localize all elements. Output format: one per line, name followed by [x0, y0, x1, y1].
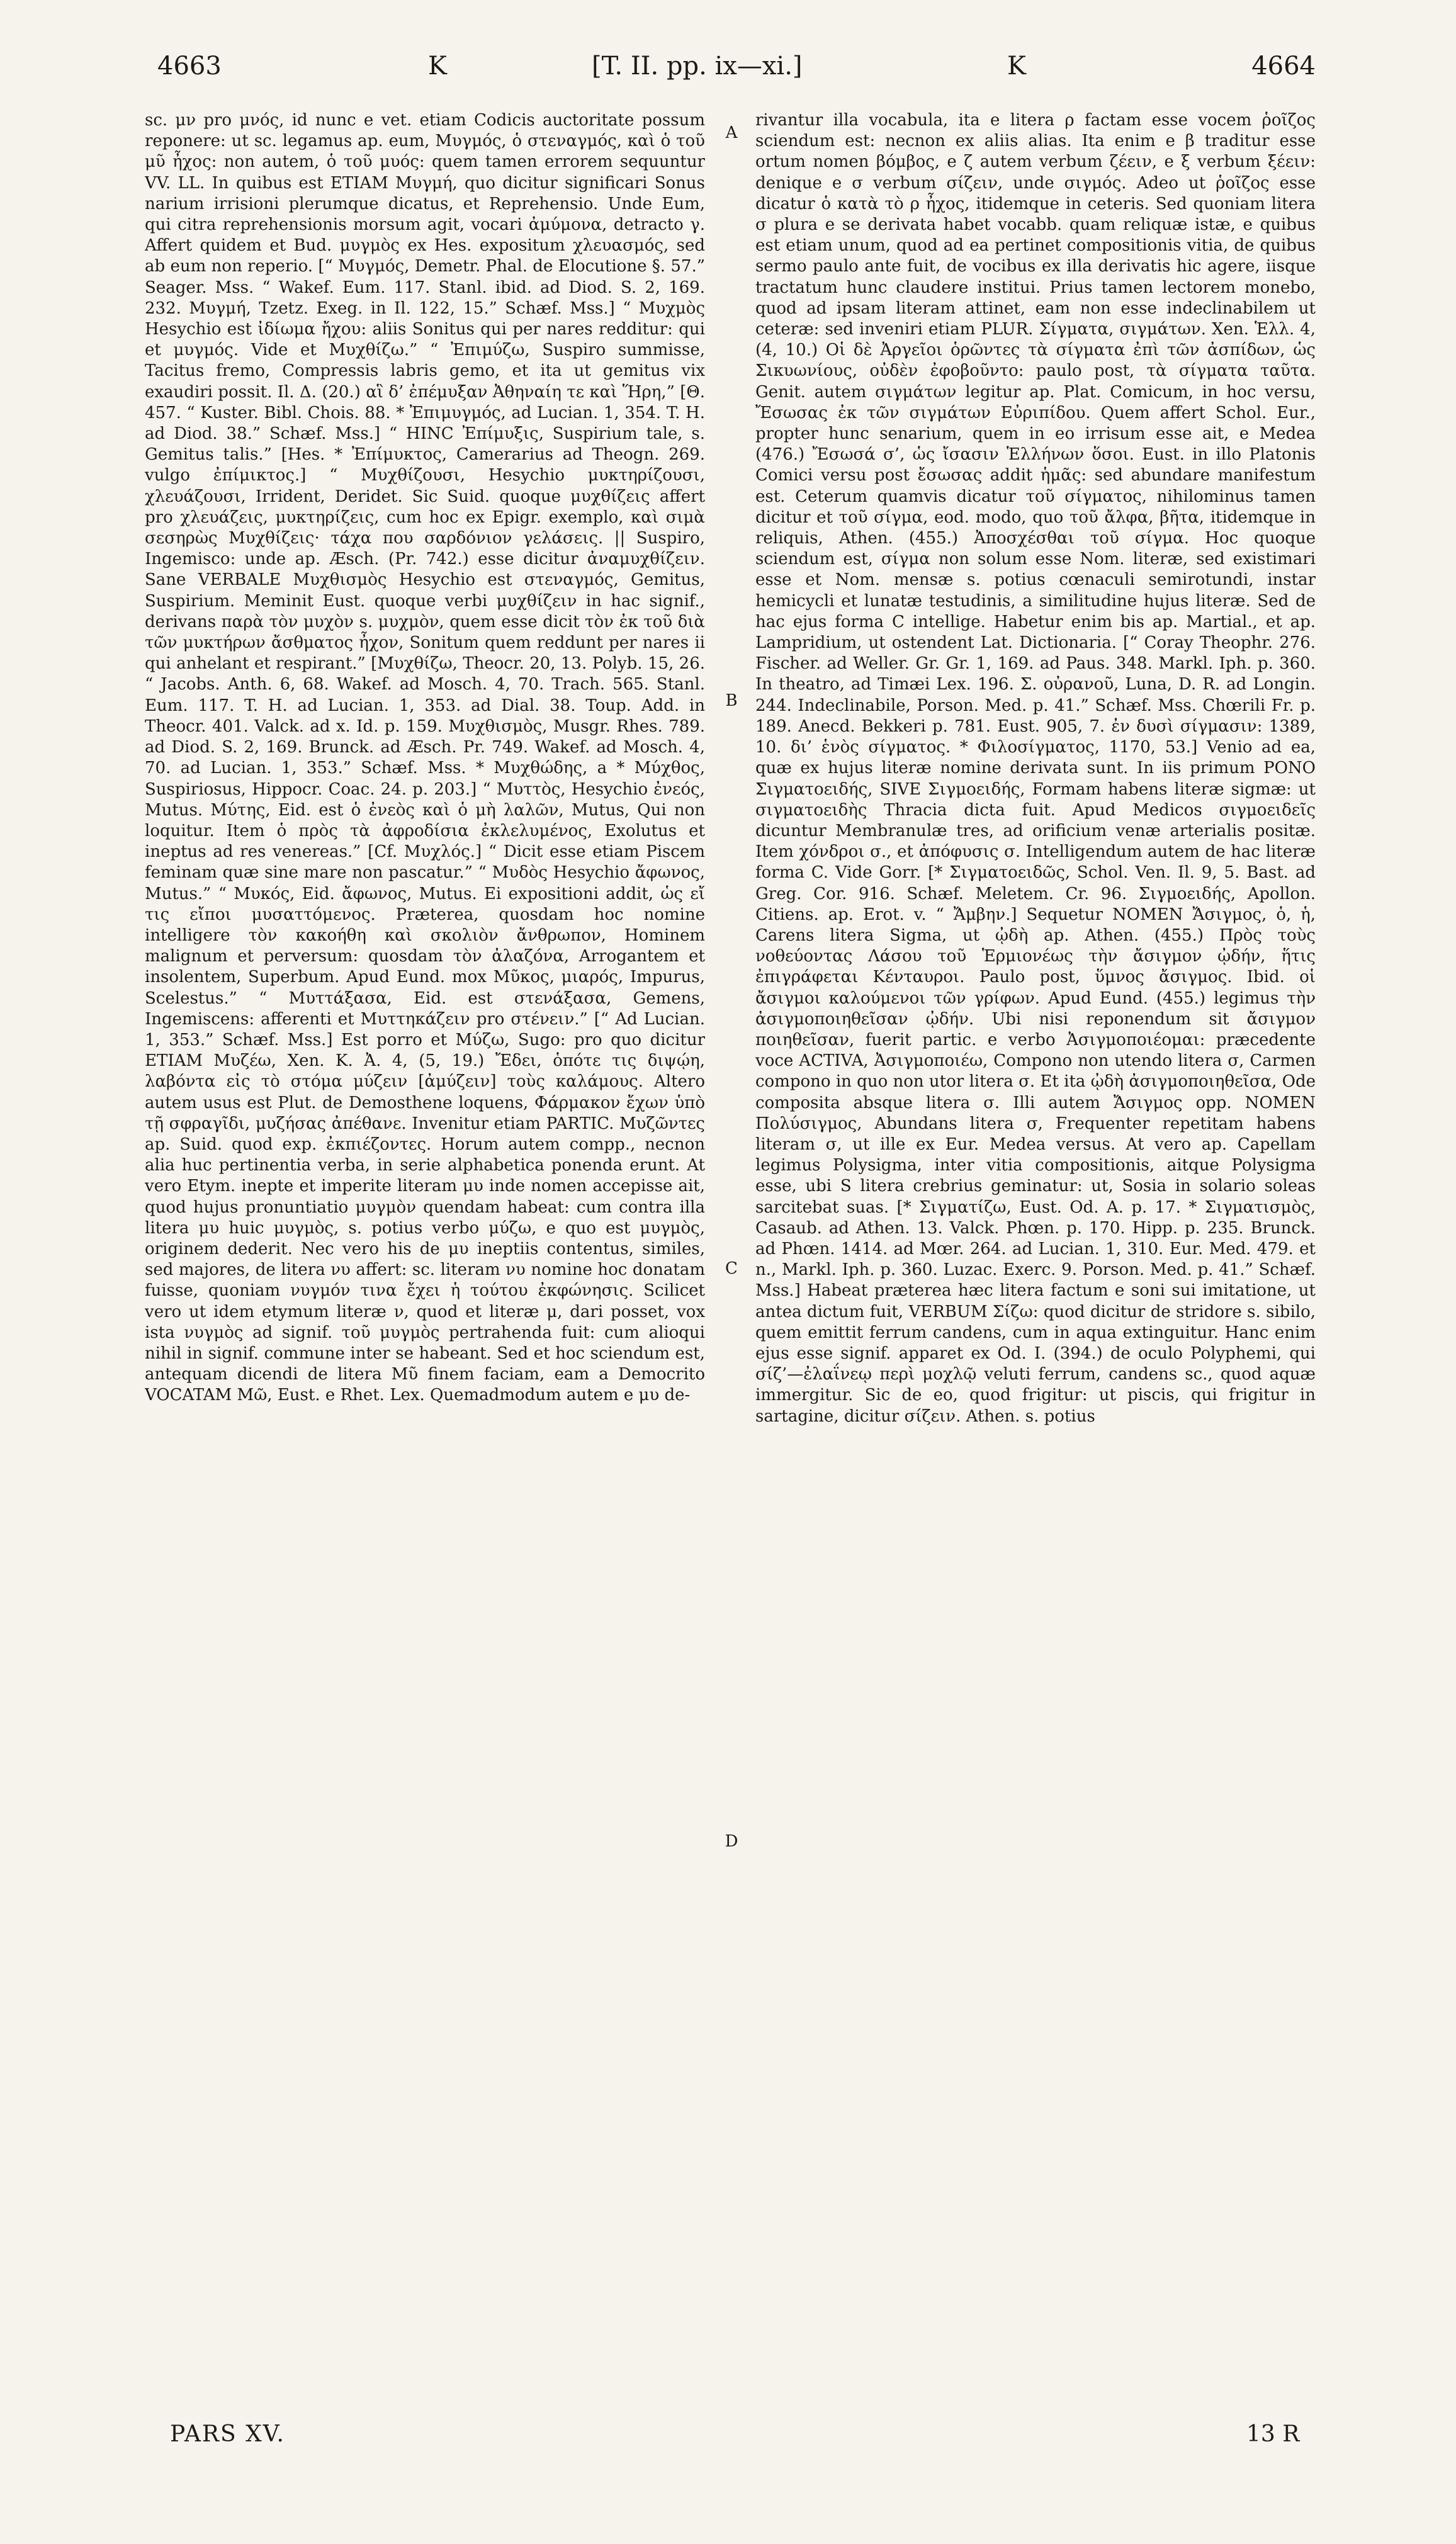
- headword-left: K: [428, 52, 447, 81]
- left-column: [145, 110, 705, 2414]
- right-column: [755, 110, 1316, 2414]
- volume-reference: [T. II. pp. ix—xi.]: [592, 52, 803, 81]
- margin-letter-b: B: [725, 691, 738, 710]
- headword-right: K: [1007, 52, 1026, 81]
- footer-signature-left: PARS XV.: [170, 2421, 285, 2447]
- margin-letter-d: D: [725, 1832, 738, 1851]
- left-column-text: sc. μν pro μνός, id nunc e vet. etiam Codicis auctoritate possum reponere: ut sc. legamus ap. eum, Μυγμός, ὁ στεναγμός, καὶ ὁ τοῦ μῦ ἦχος: non autem, ὁ τοῦ μυός: quem tamen errorem sequuntur VV. LL. In quibus est ETIAM Μυγμή, quo dicitur significari Sonus narium irrisioni plerumque dicatus, et Reprehensio. Unde Eum, qui citra reprehensionis morsum agit, vocari ἀμύμονα, detracto γ. Affert quidem et Bud. μυγμὸς ex Hes. expositum χλευασμός, sed ab eum non reperio. [“ Μυγμός, Demetr. Phal. de Elocutione §. 57.” Seager. Mss. “ Wakef. Eum. 117. Stanl. ibid. ad Diod. S. 2, 169. 232. Μυγμή, Tzetz. Exeg. in Il. 122, 15.” Schæf. Mss.] “ Μυχμὸς Hesychio est ἰδίωμα ἤχου: aliis Sonitus qui per nares redditur: qui et μυγμός. Vide et Μυχθίζω.” “ Ἐπιμύζω, Suspiro summisse, Tacitus fremo, Compressis labris gemo, et ita ut gemitus vix exaudiri possit. Il. Δ. (20.) αἳ δ’ ἐπέμυξαν Ἀθηναίη τε καὶ Ἥρη,” [Θ. 457. “ Kuster. Bibl. Chois. 88. * Ἐπιμυγμός, ad Lucian. 1, 354. T. H. ad Diod. 38.” Schæf. Mss.] “ HINC Ἐπίμυξις, Suspirium tale, s. Gemitus talis.” [Hes. * Ἐπίμυκτος, Camerarius ad Theogn. 269. vulgo ἐπίμικτος.] “ Μυχθίζουσι, Hesychio μυκτηρίζουσι, χλευάζουσι, Irrident, Deridet. Sic Suid. quoque μυχθίζεις affert pro χλευάζεις, μυκτηρίζεις, cum hoc ex Epigr. exemplo, καὶ σιμὰ σεσηρὼς Μυχθίζεις· τάχα που σαρδόνιον γελάσεις. || Suspiro, Ingemisco: unde ap. Æsch. (Pr. 742.) esse dicitur ἀναμυχθίζειν. Sane VERBALE Μυχθισμὸς Hesychio est στεναγμός, Gemitus, Suspirium. Meminit Eust. quoque verbi μυχθίζειν in hac signif., derivans παρὰ τὸν μυχὸν s. μυχμὸν, quem esse dicit τὸν ἐκ τοῦ διὰ τῶν μυκτήρων ἄσθματος ἦχον, Sonitum quem reddunt per nares ii qui anhelant et respirant.” [Μυχθίζω, Theocr. 20, 13. Polyb. 15, 26. “ Jacobs. Anth. 6, 68. Wakef. ad Mosch. 4, 70. Trach. 565. Stanl. Eum. 117. T. H. ad Lucian. 1, 353. ad Dial. 38. Toup. Add. in Theocr. 401. Valck. ad x. Id. p. 159. Μυχθισμὸς, Musgr. Rhes. 789. ad Diod. S. 2, 169. Brunck. ad Æsch. Pr. 749. Wakef. ad Mosch. 4, 70. ad Lucian. 1, 353.” Schæf. Mss. * Μυχθώδης, a * Μύχθος, Suspiriosus, Hippocr. Coac. 24. p. 203.] “ Μυττὸς, Hesychio ἐνεός, Mutus. Μύτης, Eid. est ὁ ἐνεὸς καὶ ὁ μὴ λαλῶν, Mutus, Qui non loquitur. Item ὁ πρὸς τὰ ἀφροδίσια ἐκλελυμένος, Exolutus et ineptus ad res venereas.” [Cf. Μυχλός.] “ Dicit esse etiam Piscem feminam quæ sine mare non pascatur.” “ Μυδὸς Hesychio ἄφωνος, Mutus.” “ Μυκός, Eid. ἄφωνος, Mutus. Ei expositioni addit, ὡς εἴ τις εἴποι μυσαττόμενος. Præterea, quosdam hoc nomine intelligere τὸν κακοήθη καὶ σκολιὸν ἄνθρωπον, Hominem malignum et perversum: quosdam τὸν ἀλαζόνα, Arrogantem et insolentem, Superbum. Apud Eund. mox Μῦκος, μιαρός, Impurus, Scelestus.” “ Μυττάξασα, Eid. est στενάξασα, Gemens, Ingemiscens: afferenti et Μυττηκάζειν pro στένειν.” [“ Ad Lucian. 1, 353.” Schæf. Mss.] Est porro et Μύζω, Sugo: pro quo dicitur ETIAM Μυζέω, Xen. K. Ἀ. 4, (5, 19.) Ἔδει, ὁπότε τις διψῴη, λαβόντα εἰς τὸ στόμα μύζειν [ἀμύζειν] τοὺς καλάμους. Altero autem usus est Plut. de Demosthene loquens, Φάρμακον ἔχων ὑπὸ τῇ σφραγῖδι, μυζήσας ἀπέθανε. Invenitur etiam PARTIC. Μυζῶντες ap. Suid. quod exp. ἐκπιέζοντες. Horum autem compp., necnon alia huc pertinentia verba, in serie alphabetica ponenda erunt. At vero Etym. inepte et imperite literam μυ inde nomen accepisse ait, quod hujus pronuntiatio μυγμὸν quendam habeat: cum contra illa litera μυ huic μυγμὸς, s. potius verbo μύζω, e quo est μυγμὸς, originem dederit. Nec vero his de μυ ineptiis contentus, similes, sed majores, de litera νυ affert: sc. literam νυ nomine hoc donatam fuisse, quoniam νυγμόν τινα ἔχει ἡ τούτου ἐκφώνησις. Scilicet vero ut idem etymum literæ ν, quod et literæ μ, dari posset, vox ista νυγμὸς ad signif. τοῦ μυγμὸς pertrahenda fuit: cum alioqui nihil in signif. commune inter se habeant. Sed et hoc sciendum est, antequam dicendi de litera Μῦ finem faciam, eam a Democrito VOCATAM Μῶ, Eust. e Rhet. Lex. Quemadmodum autem e μυ de-: [145, 111, 705, 1405]
- right-column-text: rivantur illa vocabula, ita e litera ρ factam esse vocem ῥοῖζος sciendum est: necnon ex aliis alias. Ita enim e β traditur esse ortum nomen βόμβος, e ζ autem verbum ζέειν, e ξ verbum ξέειν: denique e σ verbum σίζειν, unde σιγμός. Adeo ut ῥοῖζος esse dicatur ὁ κατὰ τὸ ρ ἦχος, itidemque in ceteris. Sed quoniam litera σ plura e se derivata habet vocabb. quam reliquæ istæ, e quibus est etiam unum, quod ad ea pertinet compositionis vitia, de quibus sermo paulo ante fuit, de vocibus ex illa derivatis hic agere, iisque tractatum hunc claudere institui. Prius tamen lectorem monebo, quod ad ipsam literam attinet, eam non esse indeclinabilem ut ceteræ: sed inveniri etiam PLUR. Σίγματα, σιγμάτων. Xen. Ἑλλ. 4, (4, 10.) Οἱ δὲ Ἀργεῖοι ὁρῶντες τὰ σίγματα ἐπὶ τῶν ἀσπίδων, ὡς Σικυωνίους, οὐδὲν ἐφοβοῦντο: paulo post, τὰ σίγματα ταῦτα. Genit. autem σιγμάτων legitur ap. Plat. Comicum, in hoc versu, Ἔσωσας ἐκ τῶν σιγμάτων Εὐριπίδου. Quem affert Schol. Eur., propter hunc senarium, quem in eo irrisum esse ait, e Medea (476.) Ἔσωσά σ’, ὡς ἴσασιν Ἑλλήνων ὅσοι. Eust. in illo Platonis Comici versu post ἔσωσας addit ἡμᾶς: sed abundare manifestum est. Ceterum quamvis dicatur τοῦ σίγματος, nihilominus tamen dicitur et τοῦ σίγμα, eod. modo, quo τοῦ ἄλφα, βῆτα, itidemque in reliquis, Athen. (455.) Ἀποσχέσθαι τοῦ σίγμα. Hoc quoque sciendum est, σίγμα non solum esse Nom. literæ, sed existimari esse et Nom. mensæ s. potius cœnaculi semirotundi, instar hemicycli et lunatæ testudinis, a similitudine hujus literæ. Sed de hac ejus forma C intellige. Habetur enim bis ap. Martial., et ap. Lampridium, ut ostendent Lat. Dictionaria. [“ Coray Theophr. 276. Fischer. ad Weller. Gr. Gr. 1, 169. ad Paus. 348. Markl. Iph. p. 360. In theatro, ad Timæi Lex. 196. Σ. οὐρανοῦ, Luna, D. R. ad Longin. 244. Indeclinabile, Porson. Med. p. 41.” Schæf. Mss. Chœrili Fr. p. 189. Anecd. Bekkeri p. 781. Eust. 905, 7. ἐν δυσὶ σίγμασιν: 1389, 10. δι’ ἑνὸς σίγματος. * Φιλοσίγματος, 1170, 53.] Venio ad ea, quæ ex hujus literæ nomine derivata sunt. In iis primum PONO Σιγματοειδής, SIVE Σιγμοειδής, Formam habens literæ sigmæ: ut σιγματοειδὴς Thracia dicta fuit. Apud Medicos σιγμοειδεῖς dicuntur Membranulæ tres, ad orificium venæ arterialis positæ. Item χόνδροι σ., et ἀπόφυσις σ. Intelligendum autem de hac literæ forma C. Vide Gorr. [* Σιγματοειδῶς, Schol. Ven. Il. 9, 5. Bast. ad Greg. Cor. 916. Schæf. Meletem. Cr. 96. Σιγμοειδής, Apollon. Citiens. ap. Erot. v. “ Ἄμβην.] Sequetur NOMEN Ἄσιγμος, ὁ, ἡ, Carens litera Sigma, ut ᾠδὴ ap. Athen. (455.) Πρὸς τοὺς νοθεύοντας Λάσου τοῦ Ἑρμιονέως τὴν ἄσιγμον ᾠδήν, ἥτις ἐπιγράφεται Κένταυροι. Paulo post, ὕμνος ἄσιγμος. Ibid. οἱ ἄσιγμοι καλούμενοι τῶν γρίφων. Apud Eund. (455.) legimus τὴν ἀσιγμοποιηθεῖσαν ᾠδήν. Ubi nisi reponendum sit ἄσιγμον ποιηθεῖσαν, fuerit partic. e verbo Ἀσιγμοποιέομαι: præcedente voce ACTIVA, Ἀσιγμοποιέω, Compono non utendo litera σ, Carmen compono in quo non utor litera σ. Et ita ᾠδὴ ἀσιγμοποιηθεῖσα, Ode composita absque litera σ. Illi autem Ἄσιγμος opp. NOMEN Πολύσιγμος, Abundans litera σ, Frequenter repetitam habens literam σ, ut ille ex Eur. Medea versus. At vero ap. Capellam legimus Polysigma, inter vitia compositionis, aitque Polysigma esse, ubi S litera crebrius geminatur: ut, Sosia in solario soleas sarcitebat suas. [* Σιγματίζω, Eust. Od. A. p. 17. * Σιγματισμὸς, Casaub. ad Athen. 13. Valck. Phœn. p. 170. Hipp. p. 235. Brunck. ad Phœn. 1414. ad Mœr. 264. ad Lucian. 1, 310. Eur. Med. 479. et n., Markl. Iph. p. 360. Luzac. Exerc. 9. Porson. Med. p. 41.” Schæf. Mss.] Habeat præterea hæc litera factum e soni sui imitatione, ut antea dictum fuit, VERBUM Σίζω: quod dicitur de stridore s. sibilo, quem emittit ferrum candens, cum in aqua extinguitur. Hanc enim ejus esse signif. apparet ex Od. I. (394.) de oculo Polyphemi, qui σίζ’—ἐλαΐνεῳ περὶ μοχλῷ veluti ferrum, candens sc., quod aquæ immergitur. Sic de eo, quod frigitur: ut piscis, qui frigitur in sartagine, dicitur σίζειν. Athen. s. potius: [755, 111, 1316, 1426]
- running-head: [157, 44, 1316, 88]
- margin-letter-c: C: [725, 1259, 738, 1278]
- page-number-right: 4664: [1251, 52, 1316, 81]
- footer-signature-right: 13 R: [1246, 2421, 1300, 2447]
- margin-letter-a: A: [725, 123, 738, 142]
- page-number-left: 4663: [157, 52, 222, 81]
